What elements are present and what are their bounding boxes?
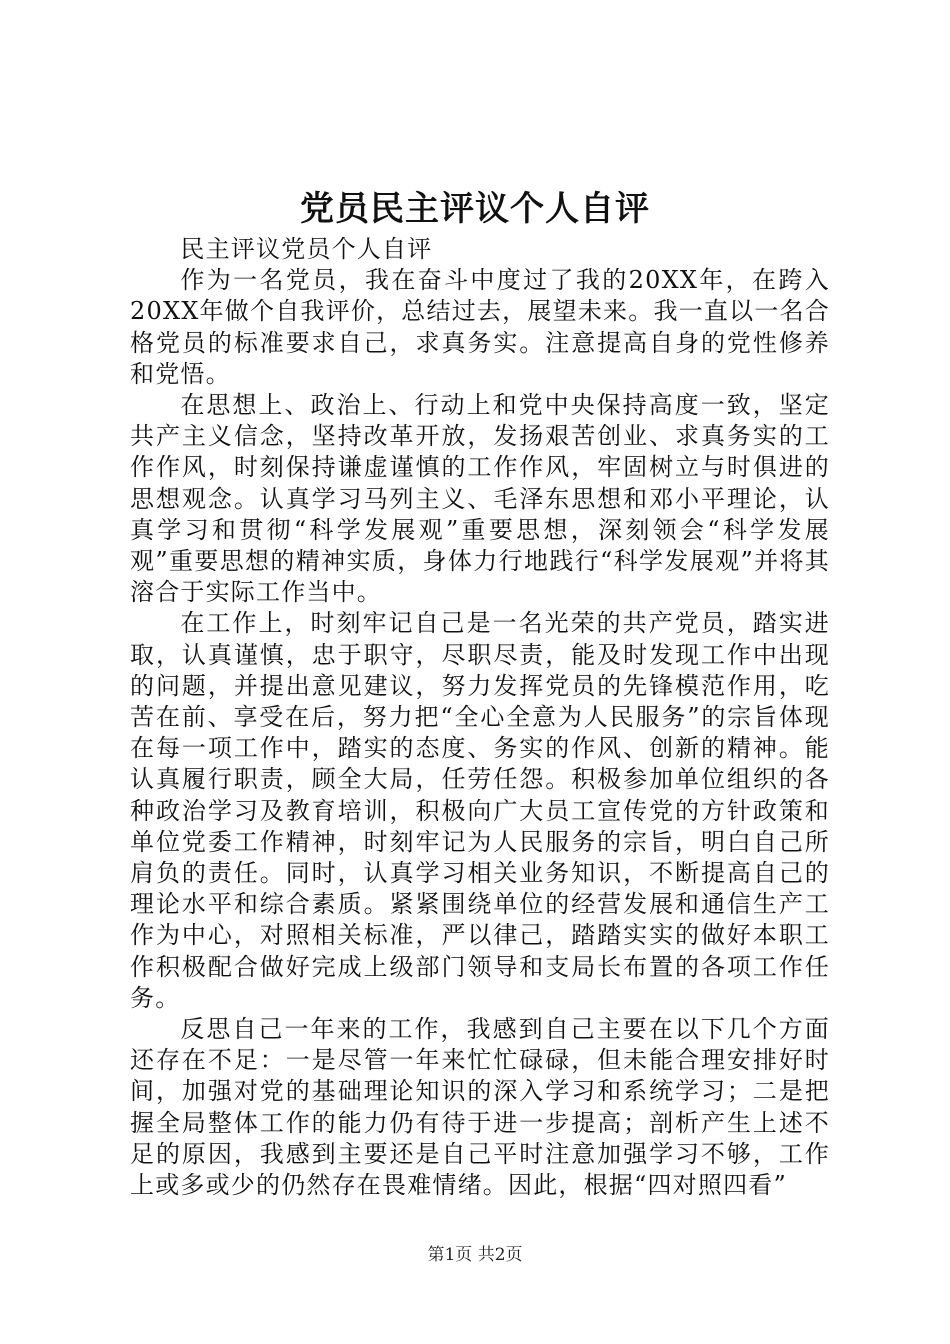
document-body [130, 234, 830, 1201]
document-title: 党员民主评议个人自评 [300, 189, 650, 229]
paragraph-reflection: 反思自己一年来的工作，我感到自己主要在以下几个方面还存在不足：一是尽管一年来忙忙碌碌，但未能合理安排好时间，加强对党的基础理论知识的深入学习和系统学习；二是把握全局整体工作的能力仍有待于进一步提高；剖析产生上述不足的原因，我感到主要还是自己平时注意加强学习不够，工作上或多或少的仍然存在畏难情绪。因此，根据“四对照四看” [130, 1015, 830, 1200]
paragraph-ideology: 在思想上、政治上、行动上和党中央保持高度一致，坚定共产主义信念，坚持改革开放，发扬艰苦创业、求真务实的工作作风，时刻保持谦虚谨慎的工作作风，牢固树立与时俱进的思想观念。认真学习马列主义、毛泽东思想和邓小平理论，认真学习和贯彻“科学发展观”重要思想，深刻领会“科学发展观”重要思想的精神实质，身体力行地践行“科学发展观”并将其溶合于实际工作当中。 [130, 391, 830, 607]
document-subtitle: 民主评议党员个人自评 [180, 235, 433, 263]
paragraph-work: 在工作上，时刻牢记自己是一名光荣的共产党员，踏实进取，认真谨慎，忠于职守，尽职尽责，能及时发现工作中出现的问题，并提出意见建议，努力发挥党员的先锋模范作用，吃苦在前、享受在后，努力把“全心全意为人民服务”的宗旨体现在每一项工作中，踏实的态度、务实的作风、创新的精神。能认真履行职责，顾全大局，任劳任怨。积极参加单位组织的各种政治学习及教育培训，积极向广大员工宣传党的方针政策和单位党委工作精神，时刻牢记为人民服务的宗旨，明白自己所肩负的责任。同时，认真学习相关业务知识，不断提高自己的理论水平和综合素质。紧紧围绕单位的经营发展和通信生产工作为中心，对照相关标准，严以律己，踏踏实实的做好本职工作积极配合做好完成上级部门领导和支局长布置的各项工作任务。 [130, 609, 830, 1012]
page-number-footer: 第1页 共2页 [427, 1245, 523, 1265]
paragraph-intro: 作为一名党员，我在奋斗中度过了我的20XX年，在跨入20XX年做个自我评价，总结过去，展望未来。我一直以一名合格党员的标准要求自己，求真务实。注意提高自身的党性修养和党悟。 [130, 266, 830, 388]
